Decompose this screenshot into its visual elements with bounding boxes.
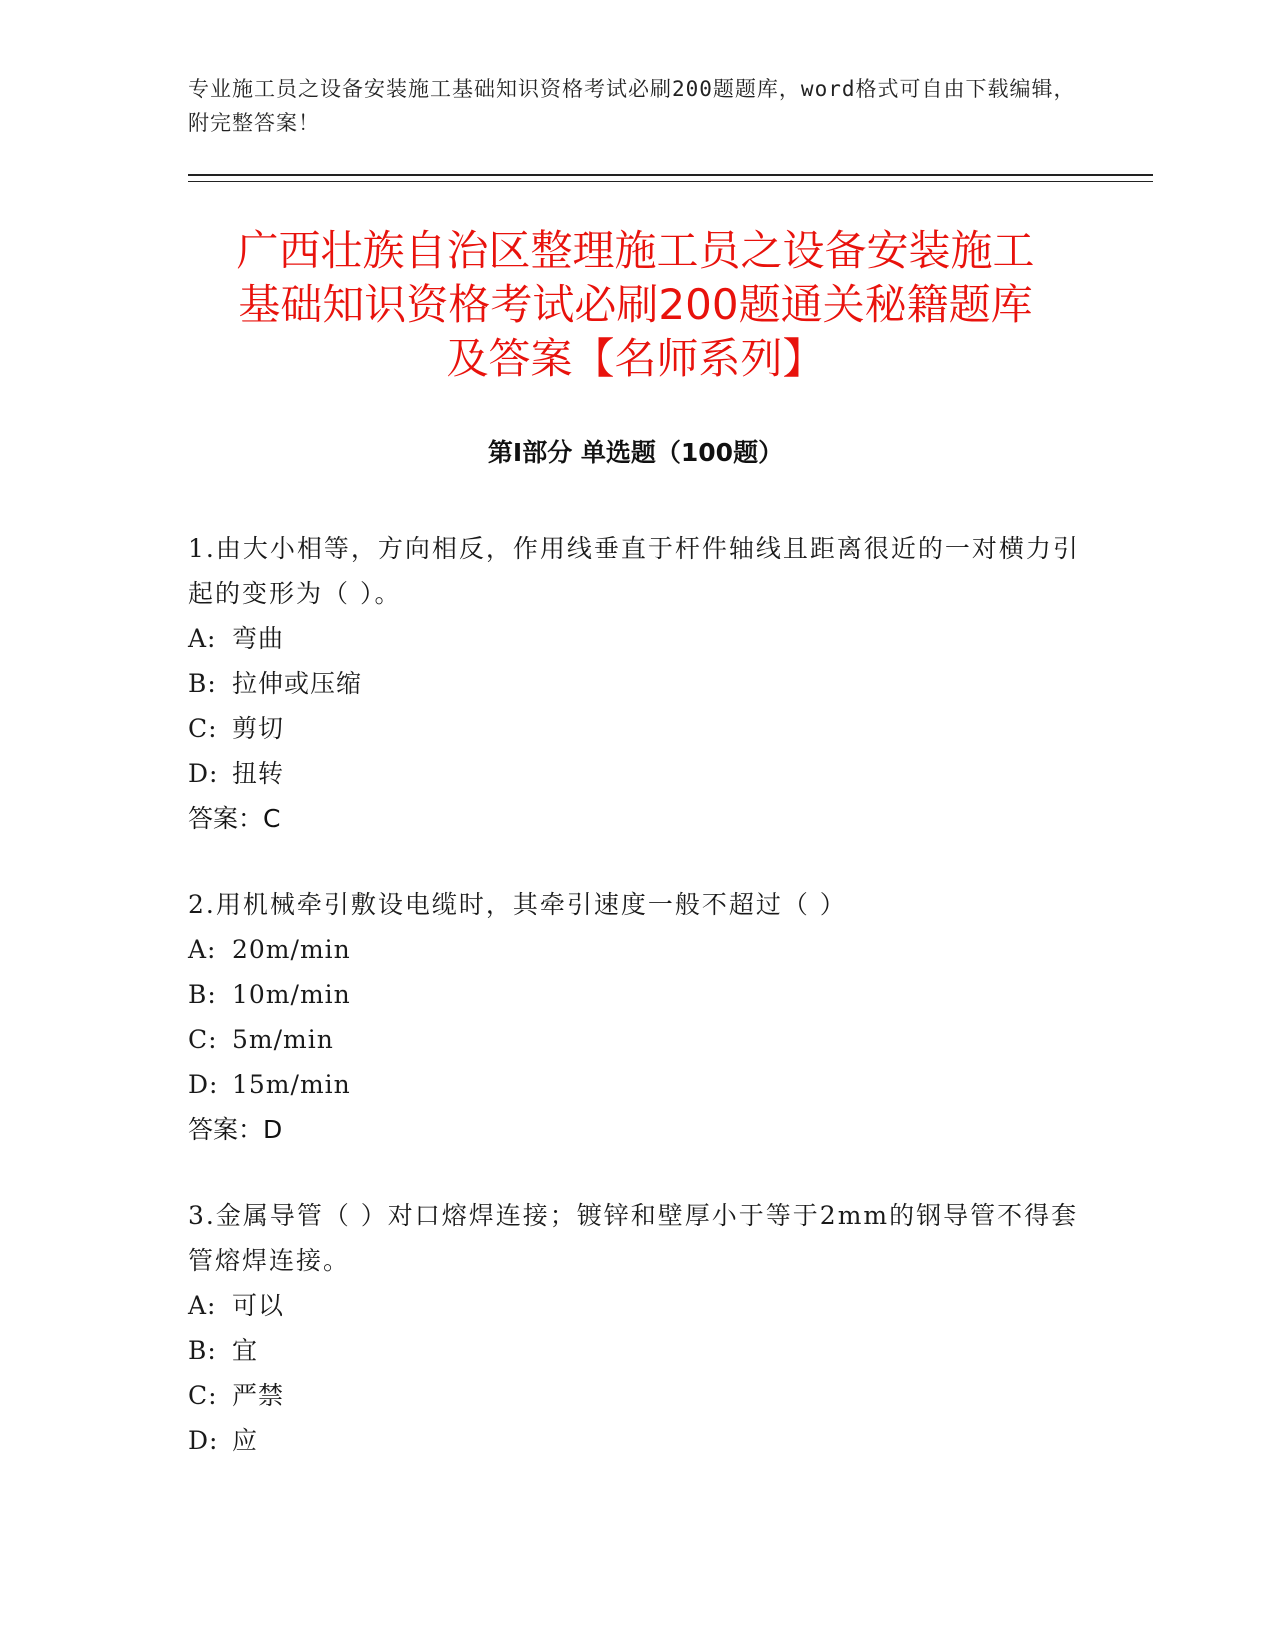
option-a [188,927,1088,972]
question-3 [188,1193,1088,1463]
section-heading: 第Ⅰ部分 单选题（100题） [487,438,784,467]
option-letter: C: [188,1025,218,1054]
option-text: 5m/min [232,1025,334,1054]
option-letter: B: [188,980,217,1009]
answer-line: 答案：D [188,1115,283,1144]
option-c [188,1017,1088,1062]
document-title [188,224,1083,386]
question-stem: 3.金属导管（ ）对口熔焊连接；镀锌和壁厚小于等于2mm的钢导管不得套管熔焊连接。 [188,1201,1079,1275]
question-list [188,526,1088,1503]
option-d [188,1418,1088,1463]
question-stem: 2.用机械牵引敷设电缆时，其牵引速度一般不超过（ ） [188,890,847,919]
question-1 [188,526,1088,842]
option-d [188,751,1088,796]
option-letter: A: [188,1291,217,1320]
option-d [188,1062,1088,1107]
option-letter: A: [188,935,217,964]
header-note: 专业施工员之设备安装施工基础知识资格考试必刷200题题库，word格式可自由下载编辑，附完整答案！ [188,77,1076,135]
option-letter: D: [188,1426,219,1455]
title-line-1: 广西壮族自治区整理施工员之设备安装施工 [236,226,1035,275]
option-text: 宜 [232,1336,259,1365]
option-letter: C: [188,1381,218,1410]
option-letter: B: [188,1336,217,1365]
option-text: 15m/min [232,1070,351,1099]
option-text: 严禁 [232,1381,285,1410]
option-a [188,616,1088,661]
header-divider-thick [188,174,1153,176]
answer-line: 答案：C [188,804,281,833]
option-a [188,1283,1088,1328]
option-text: 弯曲 [232,624,285,653]
option-text: 拉伸或压缩 [232,669,363,698]
option-letter: D: [188,759,219,788]
option-text: 可以 [232,1291,285,1320]
option-text: 10m/min [232,980,351,1009]
header-divider-thin [188,181,1153,182]
option-letter: B: [188,669,217,698]
question-2 [188,882,1088,1153]
option-text: 20m/min [232,935,351,964]
title-line-2: 基础知识资格考试必刷200题通关秘籍题库 [238,280,1033,329]
option-c [188,1373,1088,1418]
option-b [188,972,1088,1017]
option-letter: C: [188,714,218,743]
option-b [188,661,1088,706]
option-c [188,706,1088,751]
option-text: 扭转 [232,759,285,788]
option-text: 应 [232,1426,259,1455]
question-stem: 1.由大小相等，方向相反，作用线垂直于杆件轴线且距离很近的一对横力引起的变形为（ ）。 [188,534,1080,608]
option-letter: D: [188,1070,219,1099]
option-text: 剪切 [232,714,285,743]
option-letter: A: [188,624,217,653]
title-line-3: 及答案【名师系列】 [446,334,825,383]
option-b [188,1328,1088,1373]
